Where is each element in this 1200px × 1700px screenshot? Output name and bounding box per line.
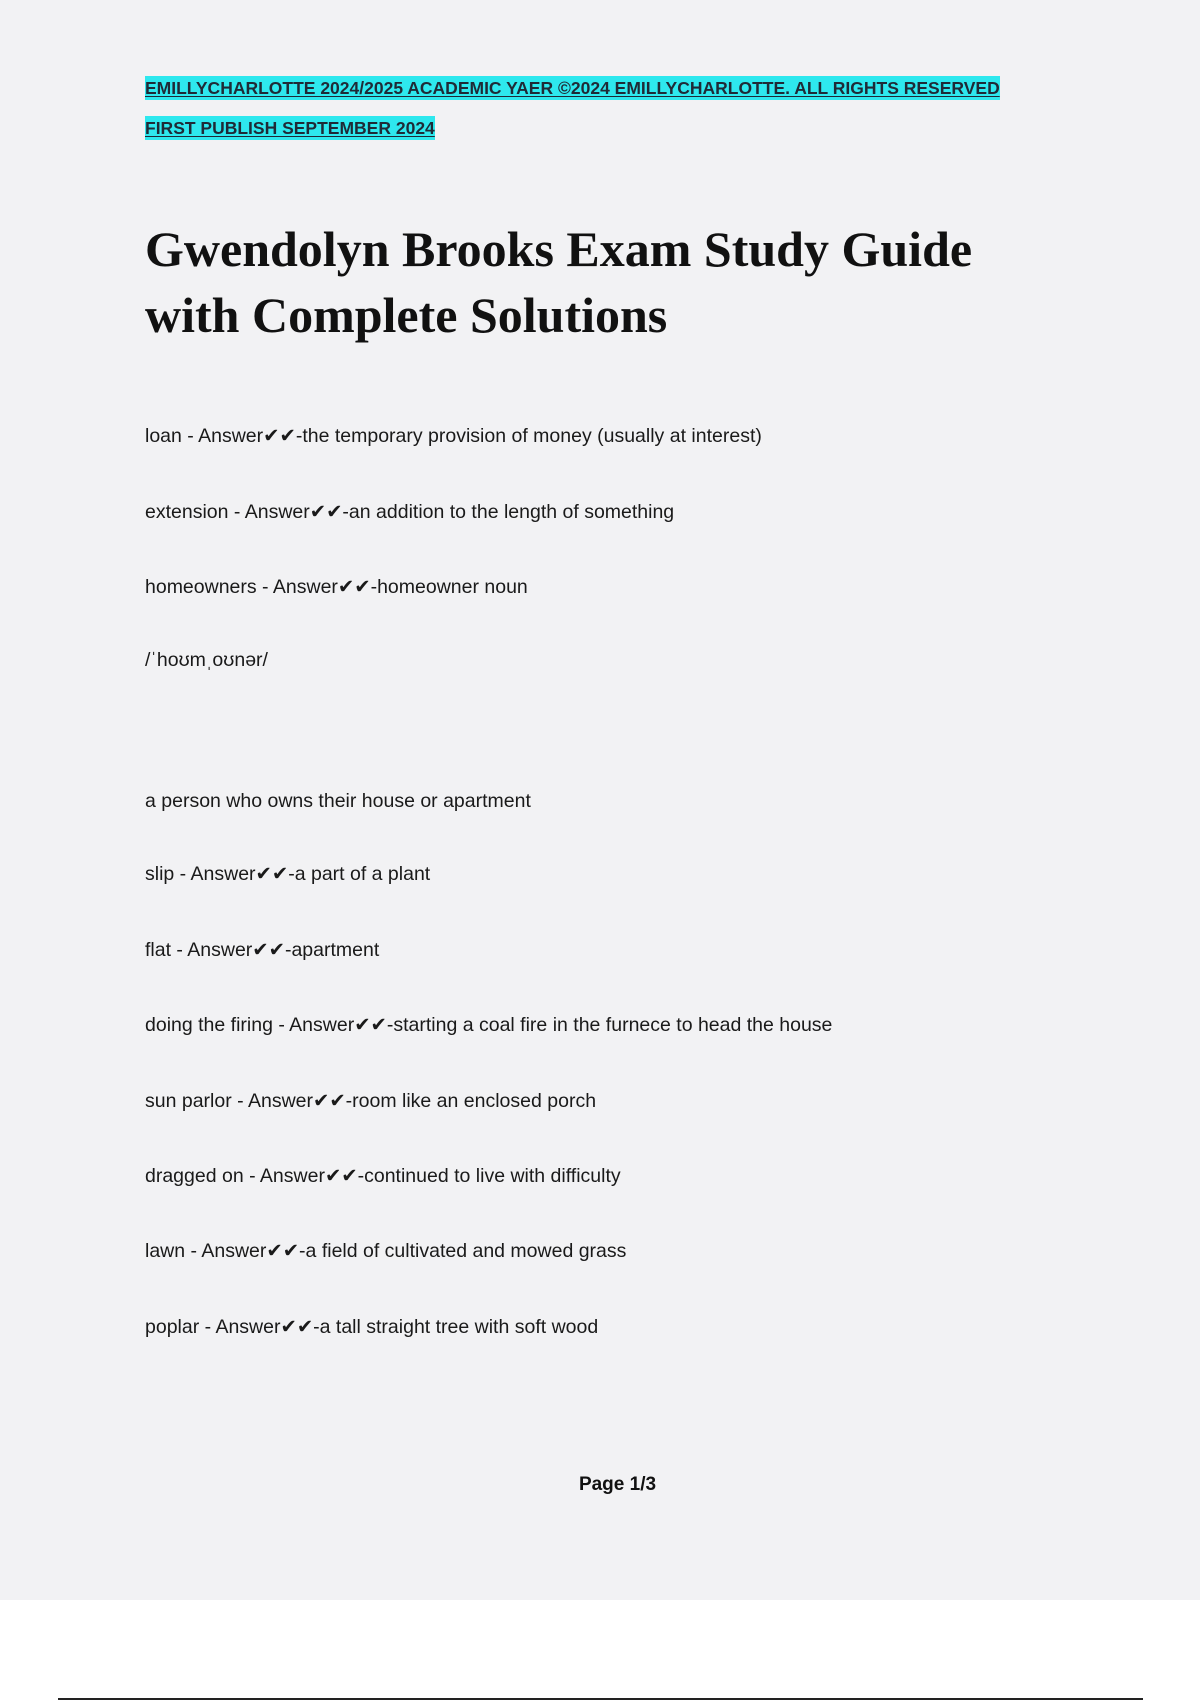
- title-line-2: with Complete Solutions: [145, 287, 668, 343]
- entry-lawn: lawn - Answer✔✔-a field of cultivated and mowed grass: [145, 1240, 627, 1262]
- entry-poplar: poplar - Answer✔✔-a tall straight tree with soft wood: [145, 1316, 599, 1338]
- entry-flat: flat - Answer✔✔-apartment: [145, 939, 380, 961]
- entry-doing-the-firing: doing the firing - Answer✔✔-starting a coal fire in the furnece to head the house: [145, 1014, 833, 1036]
- copyright-line: EMILLYCHARLOTTE 2024/2025 ACADEMIC YAER ©2024 EMILLYCHARLOTTE. ALL RIGHTS RESERVED: [145, 78, 1000, 98]
- entry-loan: loan - Answer✔✔-the temporary provision of money (usually at interest): [145, 425, 762, 447]
- document-title: [145, 216, 1105, 348]
- entry-dragged-on: dragged on - Answer✔✔-continued to live with difficulty: [145, 1165, 621, 1187]
- entry-slip: slip - Answer✔✔-a part of a plant: [145, 863, 431, 885]
- copyright-header: [145, 68, 1045, 148]
- entry-pronunciation: /ˈhoʊmˌoʊnər/: [145, 649, 268, 671]
- page-number: Page 1/3: [578, 1474, 657, 1495]
- entry-homeowner-definition: a person who owns their house or apartment: [145, 790, 531, 812]
- publish-date-line: FIRST PUBLISH SEPTEMBER 2024: [145, 118, 435, 138]
- entry-sun-parlor: sun parlor - Answer✔✔-room like an enclosed porch: [145, 1090, 597, 1112]
- entry-homeowners: homeowners - Answer✔✔-homeowner noun: [145, 576, 528, 598]
- title-line-1: Gwendolyn Brooks Exam Study Guide: [145, 221, 973, 277]
- entry-extension: extension - Answer✔✔-an addition to the length of something: [145, 501, 675, 523]
